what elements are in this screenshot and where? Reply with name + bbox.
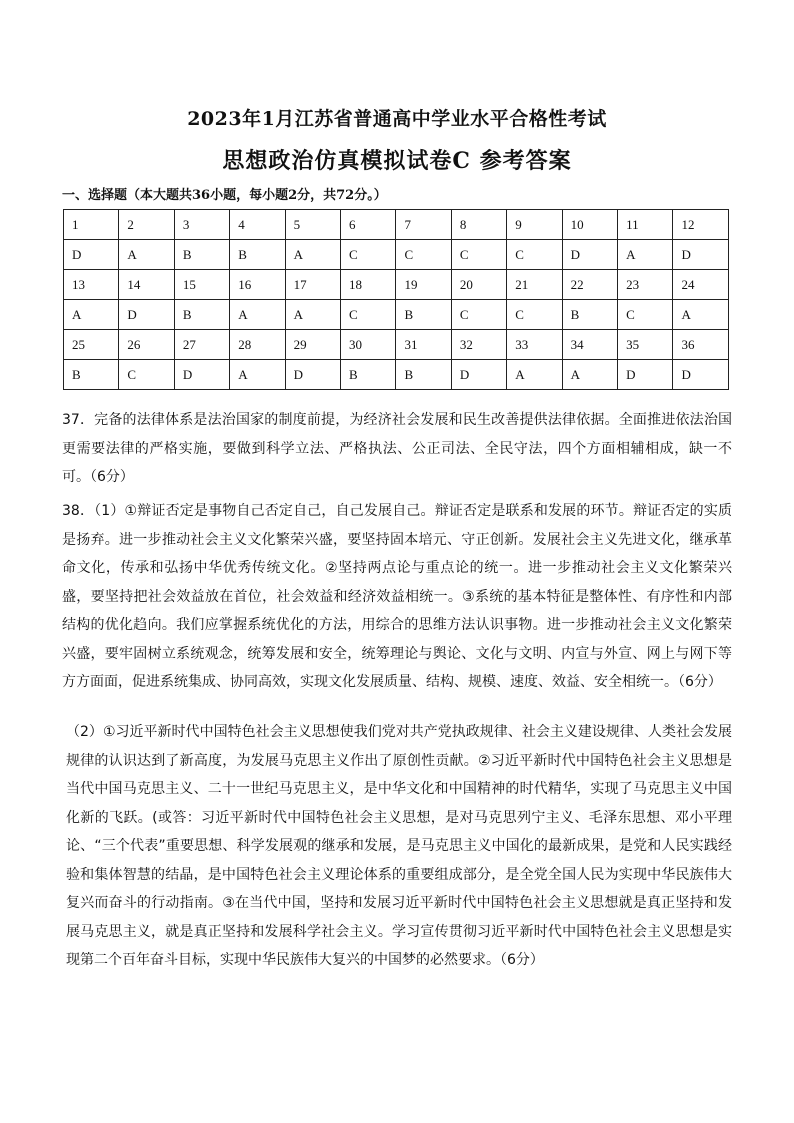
- question-number-row: [64, 210, 729, 240]
- question-38-part2-answer: [66, 718, 732, 975]
- answer-cell: C: [341, 240, 396, 270]
- question-number-cell: 35: [618, 330, 673, 360]
- answer-cell: C: [507, 300, 562, 330]
- exam-subtitle: 思想政治仿真模拟试卷C 参考答案: [222, 148, 572, 174]
- answer-cell: A: [285, 240, 340, 270]
- exam-title: 2023年1月江苏省普通高中学业水平合格性考试: [187, 108, 607, 130]
- answer-cell: B: [396, 360, 451, 390]
- answer-row: [64, 240, 729, 270]
- answer-cell: C: [451, 240, 506, 270]
- answer-cell: D: [673, 240, 729, 270]
- question-number-cell: 22: [562, 270, 617, 300]
- question-number-cell: 15: [174, 270, 229, 300]
- q37-text: 37．完备的法律体系是法治国家的制度前提，为经济社会发展和民生改善提供法律依据。全面推进依法治国更需要法律的严格实施，要做到科学立法、严格执法、公正司法、全民守法，四个方面相辅相成，缺一不可。（6分）: [62, 412, 732, 485]
- answer-cell: D: [562, 240, 617, 270]
- question-number-row: [64, 330, 729, 360]
- question-number-cell: 20: [451, 270, 506, 300]
- question-number-cell: 34: [562, 330, 617, 360]
- question-number-cell: 6: [341, 210, 396, 240]
- answer-cell: A: [507, 360, 562, 390]
- answer-row: [64, 360, 729, 390]
- question-number-cell: 19: [396, 270, 451, 300]
- question-number-cell: 2: [119, 210, 174, 240]
- question-number-cell: 33: [507, 330, 562, 360]
- answer-cell: A: [673, 300, 729, 330]
- answer-cell: B: [174, 300, 229, 330]
- answer-cell: A: [285, 300, 340, 330]
- answer-cell: A: [618, 240, 673, 270]
- question-number-cell: 8: [451, 210, 506, 240]
- answer-cell: B: [562, 300, 617, 330]
- question-number-cell: 7: [396, 210, 451, 240]
- q38-part2-text: （2）①习近平新时代中国特色社会主义思想使我们党对共产党执政规律、社会主义建设规律、人类社会发展规律的认识达到了新高度，为发展马克思主义作出了原创性贡献。②习近平新时代中国特色社会主义思想是当代中国马克思主义、二十一世纪马克思主义，是中华文化和中国精神的时代精华，实现了马克思主义中国化新的飞跃。(或答：习近平新时代中国特色社会主义思想，是对马克思列宁主义、毛泽东思想、邓小平理论、“三个代表”重要思想、科学发展观的继承和发展，是马克思主义中国化的最新成果，是党和人民实践经验和集体智慧的结晶，是中国特色社会主义理论体系的重要组成部分，是全党全国人民为实现中华民族伟大复兴而奋斗的行动指南。③在当代中国，坚持和发展习近平新时代中国特色社会主义思想就是真正坚持和发展马克思主义，就是真正坚持和发展科学社会主义。学习宣传贯彻习近平新时代中国特色社会主义思想是实现第二个百年奋斗目标，实现中华民族伟大复兴的中国梦的必然要求。（6分）: [66, 724, 732, 968]
- question-number-cell: 3: [174, 210, 229, 240]
- question-number-cell: 16: [230, 270, 285, 300]
- answer-cell: B: [174, 240, 229, 270]
- question-number-cell: 9: [507, 210, 562, 240]
- question-38-part1-answer: [62, 497, 732, 697]
- answer-cell: D: [119, 300, 174, 330]
- question-number-cell: 17: [285, 270, 340, 300]
- answer-cell: A: [562, 360, 617, 390]
- q38-part1-text: 38．（1）①辩证否定是事物自己否定自己，自己发展自己。辩证否定是联系和发展的环节。辩证否定的实质是扬弃。进一步推动社会主义文化繁荣兴盛，要坚持固本培元、守正创新。发展社会主义先进文化，继承革命文化，传承和弘扬中华优秀传统文化。②坚持两点论与重点论的统一。进一步推动社会主义文化繁荣兴盛，要坚持把社会效益放在首位，社会效益和经济效益相统一。③系统的基本特征是整体性、有序性和内部结构的优化趋向。我们应掌握系统优化的方法，用综合的思维方法认识事物。进一步推动社会主义文化繁荣兴盛，要牢固树立系统观念，统筹发展和安全，统筹理论与舆论、文化与文明、内宣与外宣、网上与网下等方方面面，促进系统集成、协同高效，实现文化发展质量、结构、规模、速度、效益、安全相统一。（6分）: [62, 503, 732, 690]
- question-number-cell: 31: [396, 330, 451, 360]
- answer-cell: A: [119, 240, 174, 270]
- answer-cell: D: [673, 360, 729, 390]
- answer-cell: A: [230, 300, 285, 330]
- answer-cell: D: [451, 360, 506, 390]
- question-number-cell: 36: [673, 330, 729, 360]
- question-number-cell: 23: [618, 270, 673, 300]
- answer-cell: B: [64, 360, 119, 390]
- question-number-cell: 29: [285, 330, 340, 360]
- answer-table: [63, 209, 729, 390]
- question-number-cell: 5: [285, 210, 340, 240]
- question-number-cell: 12: [673, 210, 729, 240]
- answer-cell: C: [451, 300, 506, 330]
- answer-cell: B: [341, 360, 396, 390]
- question-number-cell: 24: [673, 270, 729, 300]
- answer-cell: B: [396, 300, 451, 330]
- question-number-cell: 18: [341, 270, 396, 300]
- question-37-answer: [62, 406, 732, 492]
- question-number-cell: 21: [507, 270, 562, 300]
- answer-cell: C: [618, 300, 673, 330]
- answer-cell: D: [64, 240, 119, 270]
- question-number-cell: 14: [119, 270, 174, 300]
- answer-cell: C: [396, 240, 451, 270]
- answer-cell: D: [174, 360, 229, 390]
- question-number-cell: 32: [451, 330, 506, 360]
- question-number-cell: 11: [618, 210, 673, 240]
- question-number-cell: 1: [64, 210, 119, 240]
- question-number-cell: 25: [64, 330, 119, 360]
- section-heading: 一、选择题（本大题共36小题，每小题2分，共72分。）: [62, 188, 387, 203]
- answer-cell: D: [618, 360, 673, 390]
- question-number-cell: 10: [562, 210, 617, 240]
- question-number-cell: 28: [230, 330, 285, 360]
- answer-cell: D: [285, 360, 340, 390]
- question-number-cell: 4: [230, 210, 285, 240]
- answer-cell: A: [230, 360, 285, 390]
- answer-cell: B: [230, 240, 285, 270]
- answer-cell: C: [507, 240, 562, 270]
- answer-row: [64, 300, 729, 330]
- answer-cell: A: [64, 300, 119, 330]
- question-number-cell: 27: [174, 330, 229, 360]
- answer-cell: C: [119, 360, 174, 390]
- answer-cell: C: [341, 300, 396, 330]
- question-number-row: [64, 270, 729, 300]
- question-number-cell: 26: [119, 330, 174, 360]
- question-number-cell: 30: [341, 330, 396, 360]
- question-number-cell: 13: [64, 270, 119, 300]
